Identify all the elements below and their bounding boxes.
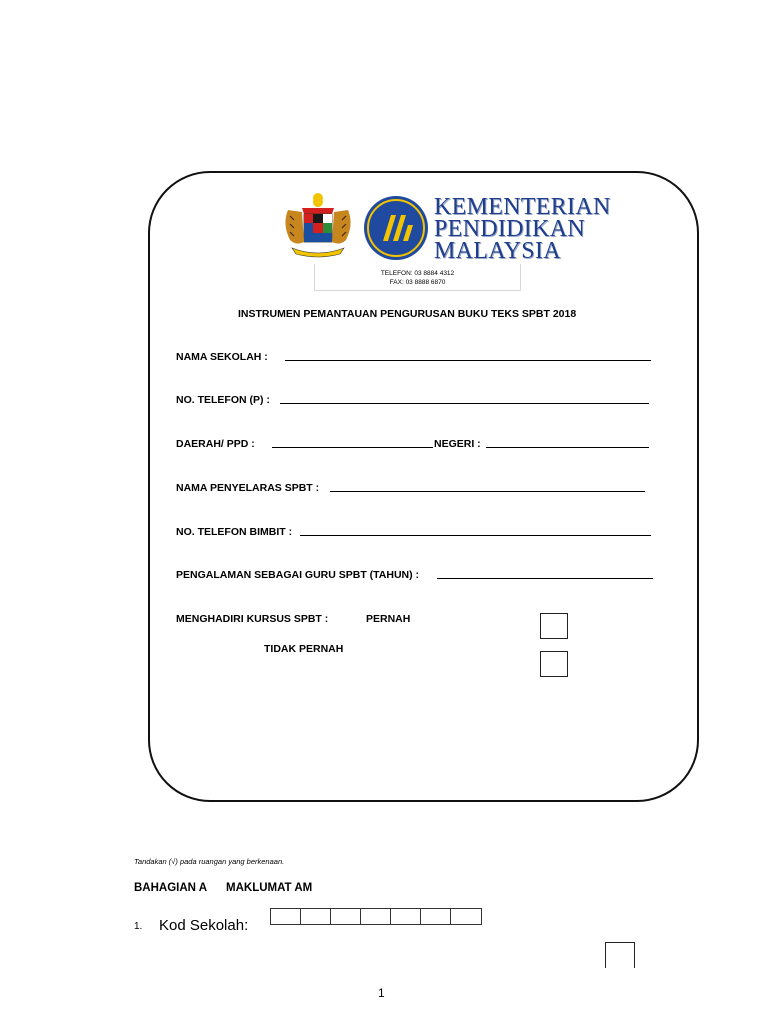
ministry-name	[434, 194, 611, 264]
no-telefon-p-label: NO. TELEFON (P) :	[176, 394, 270, 406]
item-1-label: Kod Sekolah:	[159, 917, 249, 934]
nama-penyelaras-field[interactable]	[330, 491, 645, 492]
fax-text: FAX: 03 8888 6870	[389, 279, 446, 286]
daerah-ppd-field[interactable]	[272, 447, 433, 448]
ministry-name-line-1: KEMENTERIAN	[434, 194, 611, 220]
negeri-field[interactable]	[486, 447, 649, 448]
daerah-ppd-label: DAERAH/ PPD :	[176, 438, 255, 450]
kod-sekolah-cell[interactable]	[391, 909, 421, 924]
section-title: MAKLUMAT AM	[226, 882, 313, 894]
kpm-emblem-icon	[363, 195, 429, 261]
cut-off-text-fragment	[134, 962, 334, 966]
kod-sekolah-cell[interactable]	[421, 909, 451, 924]
no-telefon-p-field[interactable]	[280, 403, 649, 404]
nama-penyelaras-label: NAMA PENYELARAS SPBT :	[176, 482, 320, 494]
pernah-checkbox[interactable]	[540, 613, 568, 639]
page-number: 1	[378, 986, 385, 1000]
pengalaman-field[interactable]	[437, 578, 653, 579]
no-telefon-bimbit-field[interactable]	[300, 535, 651, 536]
negeri-label: NEGERI :	[434, 438, 481, 450]
nama-sekolah-label: NAMA SEKOLAH :	[176, 351, 268, 363]
kod-sekolah-cell[interactable]	[361, 909, 391, 924]
item-1-number: 1.	[134, 921, 143, 932]
nama-sekolah-field[interactable]	[285, 360, 651, 361]
malaysia-coat-of-arms-icon	[278, 190, 358, 262]
kod-sekolah-cell[interactable]	[271, 909, 301, 924]
kod-sekolah-cell[interactable]	[301, 909, 331, 924]
kod-sekolah-cell[interactable]	[331, 909, 361, 924]
tidak-pernah-checkbox[interactable]	[540, 651, 568, 677]
kod-sekolah-cell[interactable]	[451, 909, 481, 924]
section-label: BAHAGIAN A	[134, 882, 208, 894]
option-pernah-label: PERNAH	[366, 613, 411, 625]
option-tidak-pernah-label: TIDAK PERNAH	[264, 643, 344, 655]
no-telefon-bimbit-label: NO. TELEFON BIMBIT :	[176, 526, 293, 538]
ministry-name-line-3: MALAYSIA	[434, 238, 561, 264]
telefon-text: TELEFON: 03 8884 4312	[380, 270, 455, 277]
menghadiri-kursus-label: MENGHADIRI KURSUS SPBT :	[176, 613, 329, 625]
kod-sekolah-grid[interactable]	[270, 908, 482, 925]
item-2-checkbox[interactable]	[605, 942, 635, 968]
pengalaman-label: PENGALAMAN SEBAGAI GURU SPBT (TAHUN) :	[176, 569, 420, 581]
contact-info	[314, 264, 521, 291]
form-title: INSTRUMEN PEMANTAUAN PENGURUSAN BUKU TEKS SPBT 2018	[238, 308, 577, 320]
ministry-name-line-2: PENDIDIKAN	[434, 216, 585, 242]
instruction-text: Tandakan (√) pada ruangan yang berkenaan.	[134, 857, 285, 866]
